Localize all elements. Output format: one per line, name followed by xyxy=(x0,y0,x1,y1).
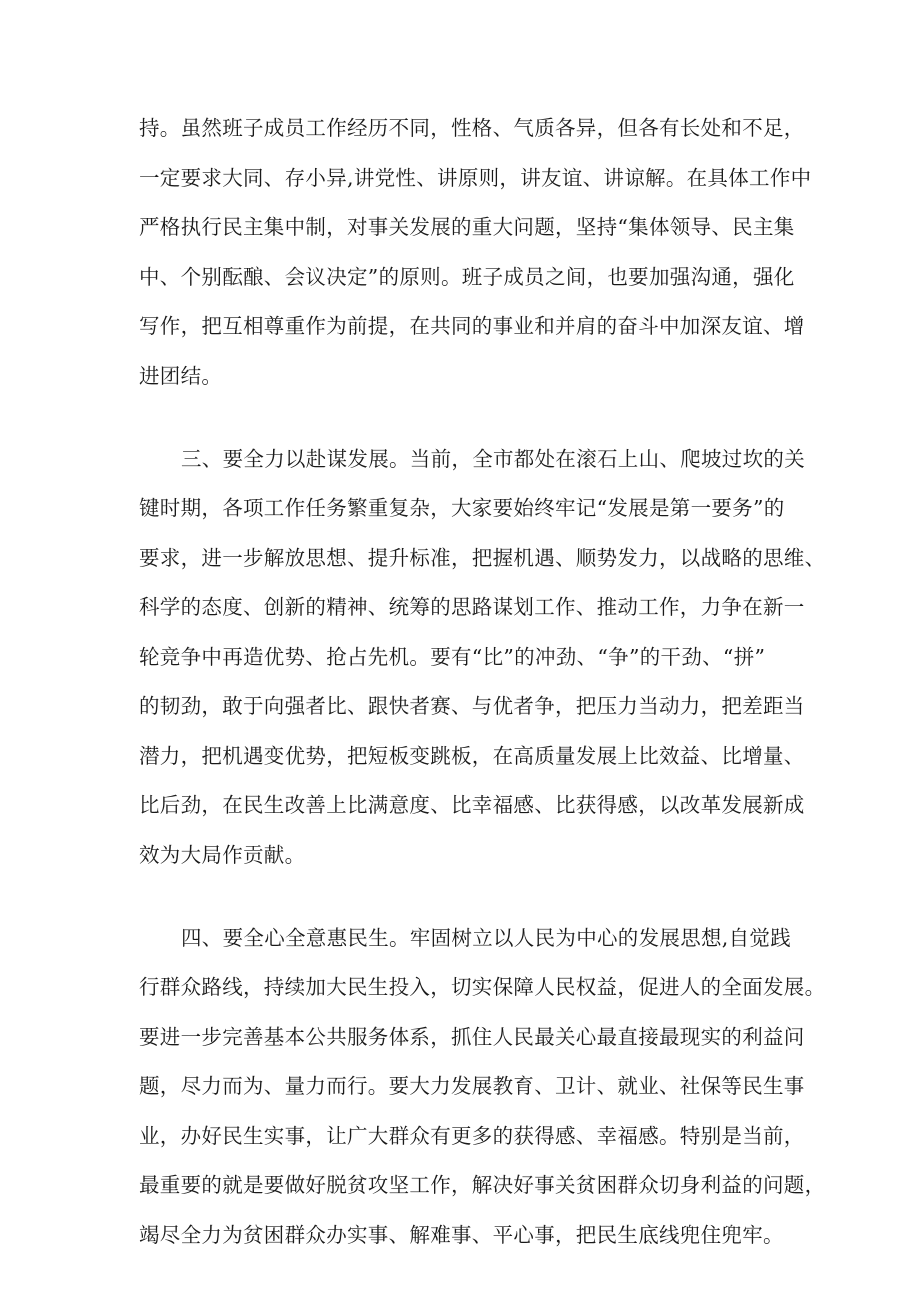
paragraph-section-four-line-4: 题，尽力而为、量力而行。要大力发展教育、卫计、就业、社保等民生事 xyxy=(139,1074,805,1098)
paragraph-section-three-line-5: 轮竞争中再造优势、抢占先机。要有“比”的冲劲、“争”的干劲、“拼” xyxy=(139,645,766,669)
paragraph-section-four-line-6: 最重要的就是要做好脱贫攻坚工作，解决好事关贫困群众切身利益的问题， xyxy=(139,1173,826,1197)
paragraph-section-three-line-3: 要求，进一步解放思想、提升标准，把握机遇、顺势发力，以战略的思维、 xyxy=(139,546,826,570)
paragraph-section-four-line-5: 业，办好民生实事，让广大群众有更多的获得感、幸福感。特别是当前， xyxy=(139,1124,805,1148)
paragraph-continuation-line-6: 进团结。 xyxy=(139,364,223,388)
paragraph-continuation-line-4: 中、个别酝酿、会议决定”的原则。班子成员之间，也要加强沟通，强化 xyxy=(139,265,795,289)
paragraph-continuation-line-1: 持。虽然班子成员工作经历不同，性格、气质各异，但各有长处和不足， xyxy=(139,116,805,140)
paragraph-section-three-line-6: 的韧劲，敢于向强者比、跟快者赛、与优者争，把压力当动力，把差距当 xyxy=(139,694,805,718)
paragraph-section-three-line-7: 潜力，把机遇变优势，把短板变跳板，在高质量发展上比效益、比增量、 xyxy=(139,744,805,768)
paragraph-section-four-line-3: 要进一步完善基本公共服务体系，抓住人民最关心最直接最现实的利益问 xyxy=(139,1025,805,1049)
paragraph-section-four-line-2: 行群众路线，持续加大民生投入，切实保障人民权益，促进人的全面发展。 xyxy=(139,975,826,999)
paragraph-continuation-line-5: 写作，把互相尊重作为前提，在共同的事业和并肩的奋斗中加深友谊、增 xyxy=(139,314,805,338)
paragraph-section-four-line-7: 竭尽全力为贫困群众办实事、解难事、平心事，把民生底线兜住兜牢。 xyxy=(139,1223,784,1247)
paragraph-section-four-line-1: 四、要全心全意惠民生。牢固树立以人民为中心的发展思想,自觉践 xyxy=(181,926,792,950)
paragraph-section-three-line-9: 效为大局作贡献。 xyxy=(139,843,306,867)
paragraph-section-three-line-1: 三、要全力以赴谋发展。当前，全市都处在滚石上山、爬坡过坎的关 xyxy=(181,447,805,471)
paragraph-section-three-line-8: 比后劲，在民生改善上比满意度、比幸福感、比获得感，以改革发展新成 xyxy=(139,793,805,817)
paragraph-continuation-line-3: 严格执行民主集中制，对事关发展的重大问题，坚持“集体领导、民主集 xyxy=(139,215,795,239)
paragraph-section-three-line-2: 键时期，各项工作任务繁重复杂，大家要始终牢记“发展是第一要务”的 xyxy=(139,496,785,520)
paragraph-continuation-line-2: 一定要求大同、存小异,讲党性、讲原则，讲友谊、讲谅解。在具体工作中 xyxy=(139,166,812,190)
paragraph-section-three-line-4: 科学的态度、创新的精神、统筹的思路谋划工作、推动工作，力争在新一 xyxy=(139,595,805,619)
